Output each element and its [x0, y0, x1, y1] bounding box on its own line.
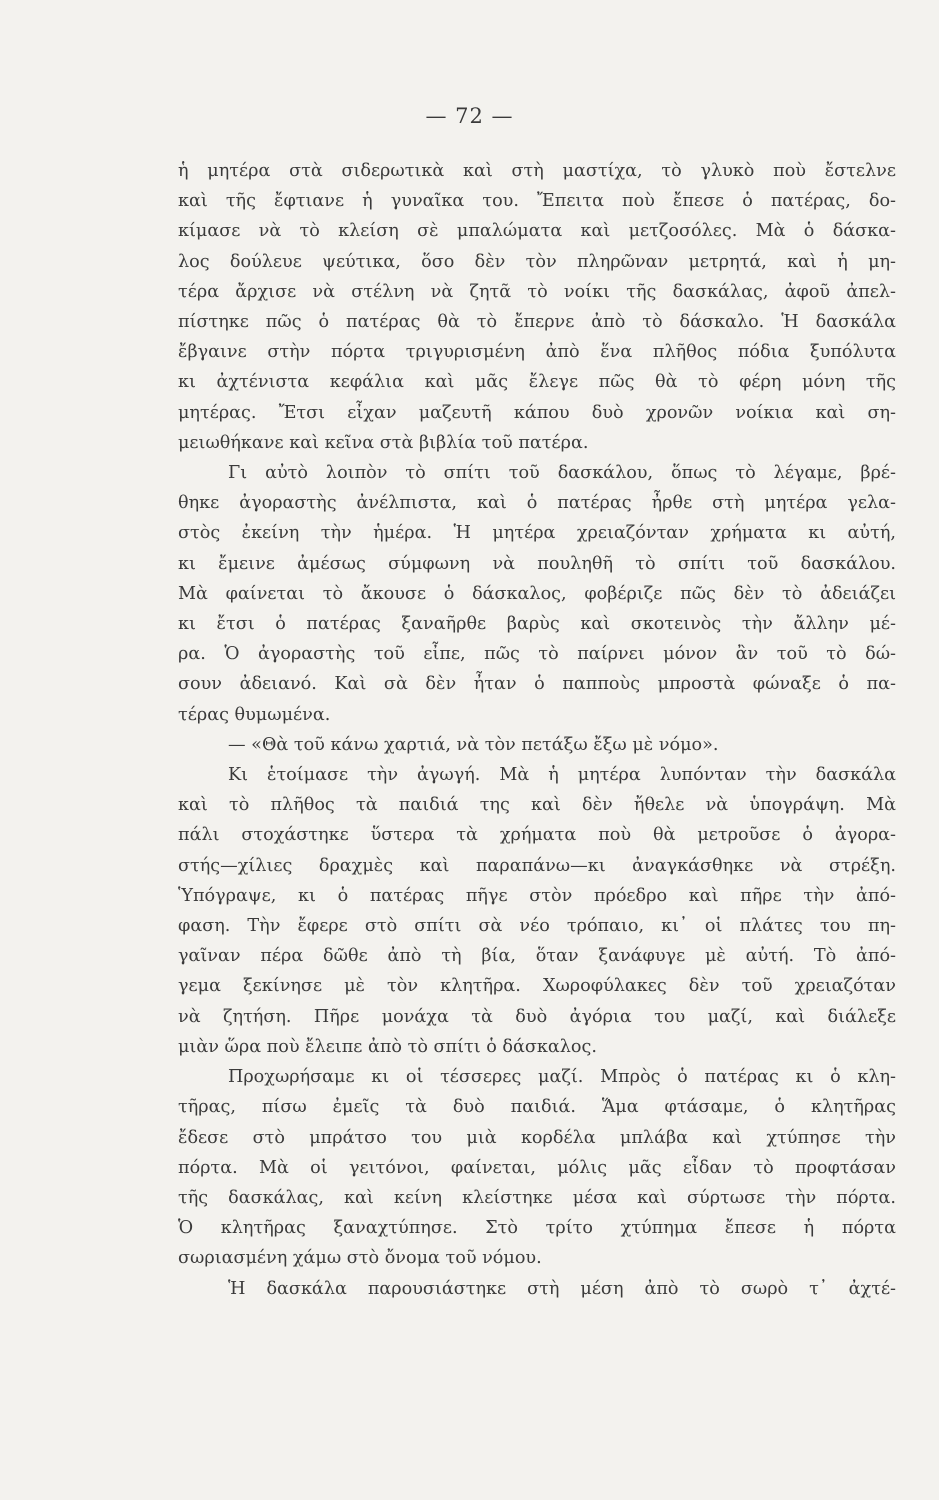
- text-line: τῆς δασκάλας, καὶ κείνη κλείστηκε μέσα καὶ σύρτωσε τὴν πόρτα.: [178, 1187, 896, 1208]
- text-line: ρα. Ὁ ἀγοραστὴς τοῦ εἶπε, πῶς τὸ παίρνει μόνον ἂν τοῦ τὸ δώ-: [178, 644, 896, 665]
- text-line: μιὰν ὥρα ποὺ ἔλειπε ἀπὸ τὸ σπίτι ὁ δάσκαλος.: [178, 1036, 597, 1057]
- text-line: κι ἀχτένιστα κεφάλια καὶ μᾶς ἔλεγε πῶς θὰ τὸ φέρη μόνη τῆς: [178, 372, 896, 393]
- text-line: σωριασμένη χάμω στὸ ὄνομα τοῦ νόμου.: [178, 1248, 542, 1269]
- text-line: κίμασε νὰ τὸ κλείση σὲ μπαλώματα καὶ μετζοσόλες. Μὰ ὁ δάσκα-: [178, 221, 896, 242]
- text-line: Κι ἑτοίμασε τὴν ἀγωγή. Μὰ ἡ μητέρα λυπόνταν τὴν δασκάλα: [228, 765, 896, 786]
- body-text: [178, 156, 896, 1304]
- text-line: καὶ τὸ πλῆθος τὰ παιδιά της καὶ δὲν ἤθελε νὰ ὑπογράψη. Μὰ: [178, 795, 896, 816]
- text-line: λος δούλευε ψεύτικα, ὅσο δὲν τὸν πληρῶναν μετρητά, καὶ ἡ μη-: [178, 251, 896, 272]
- text-line: Ἡ δασκάλα παρουσιάστηκε στὴ μέση ἀπὸ τὸ σωρὸ τ᾽ ἀχτέ-: [228, 1278, 896, 1299]
- text-line: — «Θὰ τοῦ κάνω χαρτιά, νὰ τὸν πετάξω ἔξω μὲ νόμο».: [228, 734, 719, 755]
- text-line: θηκε ἀγοραστὴς ἀνέλπιστα, καὶ ὁ πατέρας ἦρθε στὴ μητέρα γελα-: [178, 493, 896, 514]
- text-line: ἡ μητέρα στὰ σιδερωτικὰ καὶ στὴ μαστίχα, τὸ γλυκὸ ποὺ ἔστελνε: [178, 161, 896, 181]
- text-line: γεμα ξεκίνησε μὲ τὸν κλητῆρα. Χωροφύλακες δὲν τοῦ χρειαζόταν: [178, 976, 896, 997]
- text-line: σουν ἀδειανό. Καὶ σὰ δὲν ἦταν ὁ παπποὺς μπροστὰ φώναξε ὁ πα-: [178, 674, 896, 695]
- page-number: — 72 —: [425, 104, 514, 128]
- text-line: Ὁ κλητῆρας ξαναχτύπησε. Στὸ τρίτο χτύπημα ἔπεσε ἡ πόρτα: [178, 1218, 896, 1239]
- text-line: τέρα ἄρχισε νὰ στέλνη νὰ ζητᾶ τὸ νοίκι τῆς δασκάλας, ἀφοῦ ἀπελ-: [178, 281, 896, 302]
- text-line: τέρας θυμωμένα.: [178, 704, 331, 725]
- text-line: Γι αὐτὸ λοιπὸν τὸ σπίτι τοῦ δασκάλου, ὅπως τὸ λέγαμε, βρέ-: [228, 463, 896, 484]
- text-line: νὰ ζητήση. Πῆρε μονάχα τὰ δυὸ ἀγόρια του μαζί, καὶ διάλεξε: [178, 1006, 896, 1027]
- text-line: στής—χίλιες δραχμὲς καὶ παραπάνω—κι ἀναγκάσθηκε νὰ στρέξη.: [178, 855, 896, 876]
- text-line: καὶ τῆς ἔφτιανε ἡ γυναῖκα του. Ἔπειτα ποὺ ἔπεσε ὁ πατέρας, δο-: [178, 191, 896, 212]
- text-line: Μὰ φαίνεται τὸ ἄκουσε ὁ δάσκαλος, φοβέριζε πῶς δὲν τὸ ἀδειάζει: [178, 583, 896, 604]
- text-line: Ὑπόγραψε, κι ὁ πατέρας πῆγε στὸν πρόεδρο καὶ πῆρε τὴν ἀπό-: [178, 885, 896, 906]
- text-line: πάλι στοχάστηκε ὕστερα τὰ χρήματα ποὺ θὰ μετροῦσε ὁ ἀγορα-: [178, 825, 896, 846]
- text-line: γαῖναν πέρα δῶθε ἀπὸ τὴ βία, ὅταν ξανάφυγε μὲ αὐτή. Τὸ ἀπό-: [178, 946, 896, 967]
- text-line: ἔδεσε στὸ μπράτσο του μιὰ κορδέλα μπλάβα καὶ χτύπησε τὴν: [178, 1127, 896, 1148]
- text-line: τῆρας, πίσω ἐμεῖς τὰ δυὸ παιδιά. Ἅμα φτάσαμε, ὁ κλητῆρας: [178, 1097, 896, 1118]
- text-line: κι ἔτσι ὁ πατέρας ξαναῆρθε βαρὺς καὶ σκοτεινὸς τὴν ἄλλην μέ-: [178, 614, 896, 635]
- text-line: μητέρας. Ἔτσι εἶχαν μαζευτῆ κάπου δυὸ χρονῶν νοίκια καὶ ση-: [178, 402, 896, 423]
- text-line: ἔβγαινε στὴν πόρτα τριγυρισμένη ἀπὸ ἕνα πλῆθος πόδια ξυπόλυτα: [178, 342, 896, 363]
- text-line: πίστηκε πῶς ὁ πατέρας θὰ τὸ ἔπερνε ἀπὸ τὸ δάσκαλο. Ἡ δασκάλα: [178, 312, 896, 333]
- text-line: κι ἔμεινε ἀμέσως σύμφωνη νὰ πουληθῆ τὸ σπίτι τοῦ δασκάλου.: [178, 553, 896, 574]
- text-line: στὸς ἐκείνη τὴν ἡμέρα. Ἡ μητέρα χρειαζόνταν χρήματα κι αὐτή,: [178, 523, 896, 544]
- text-line: πόρτα. Μὰ οἱ γειτόνοι, φαίνεται, μόλις μᾶς εἶδαν τὸ προφτάσαν: [178, 1157, 896, 1178]
- text-line: Προχωρήσαμε κι οἱ τέσσερες μαζί. Μπρὸς ὁ πατέρας κι ὁ κλη-: [228, 1067, 896, 1088]
- text-line: φαση. Τὴν ἔφερε στὸ σπίτι σὰ νέο τρόπαιο, κι᾽ οἱ πλάτες του πη-: [178, 916, 896, 937]
- text-line: μειωθήκανε καὶ κεῖνα στὰ βιβλία τοῦ πατέρα.: [178, 432, 589, 453]
